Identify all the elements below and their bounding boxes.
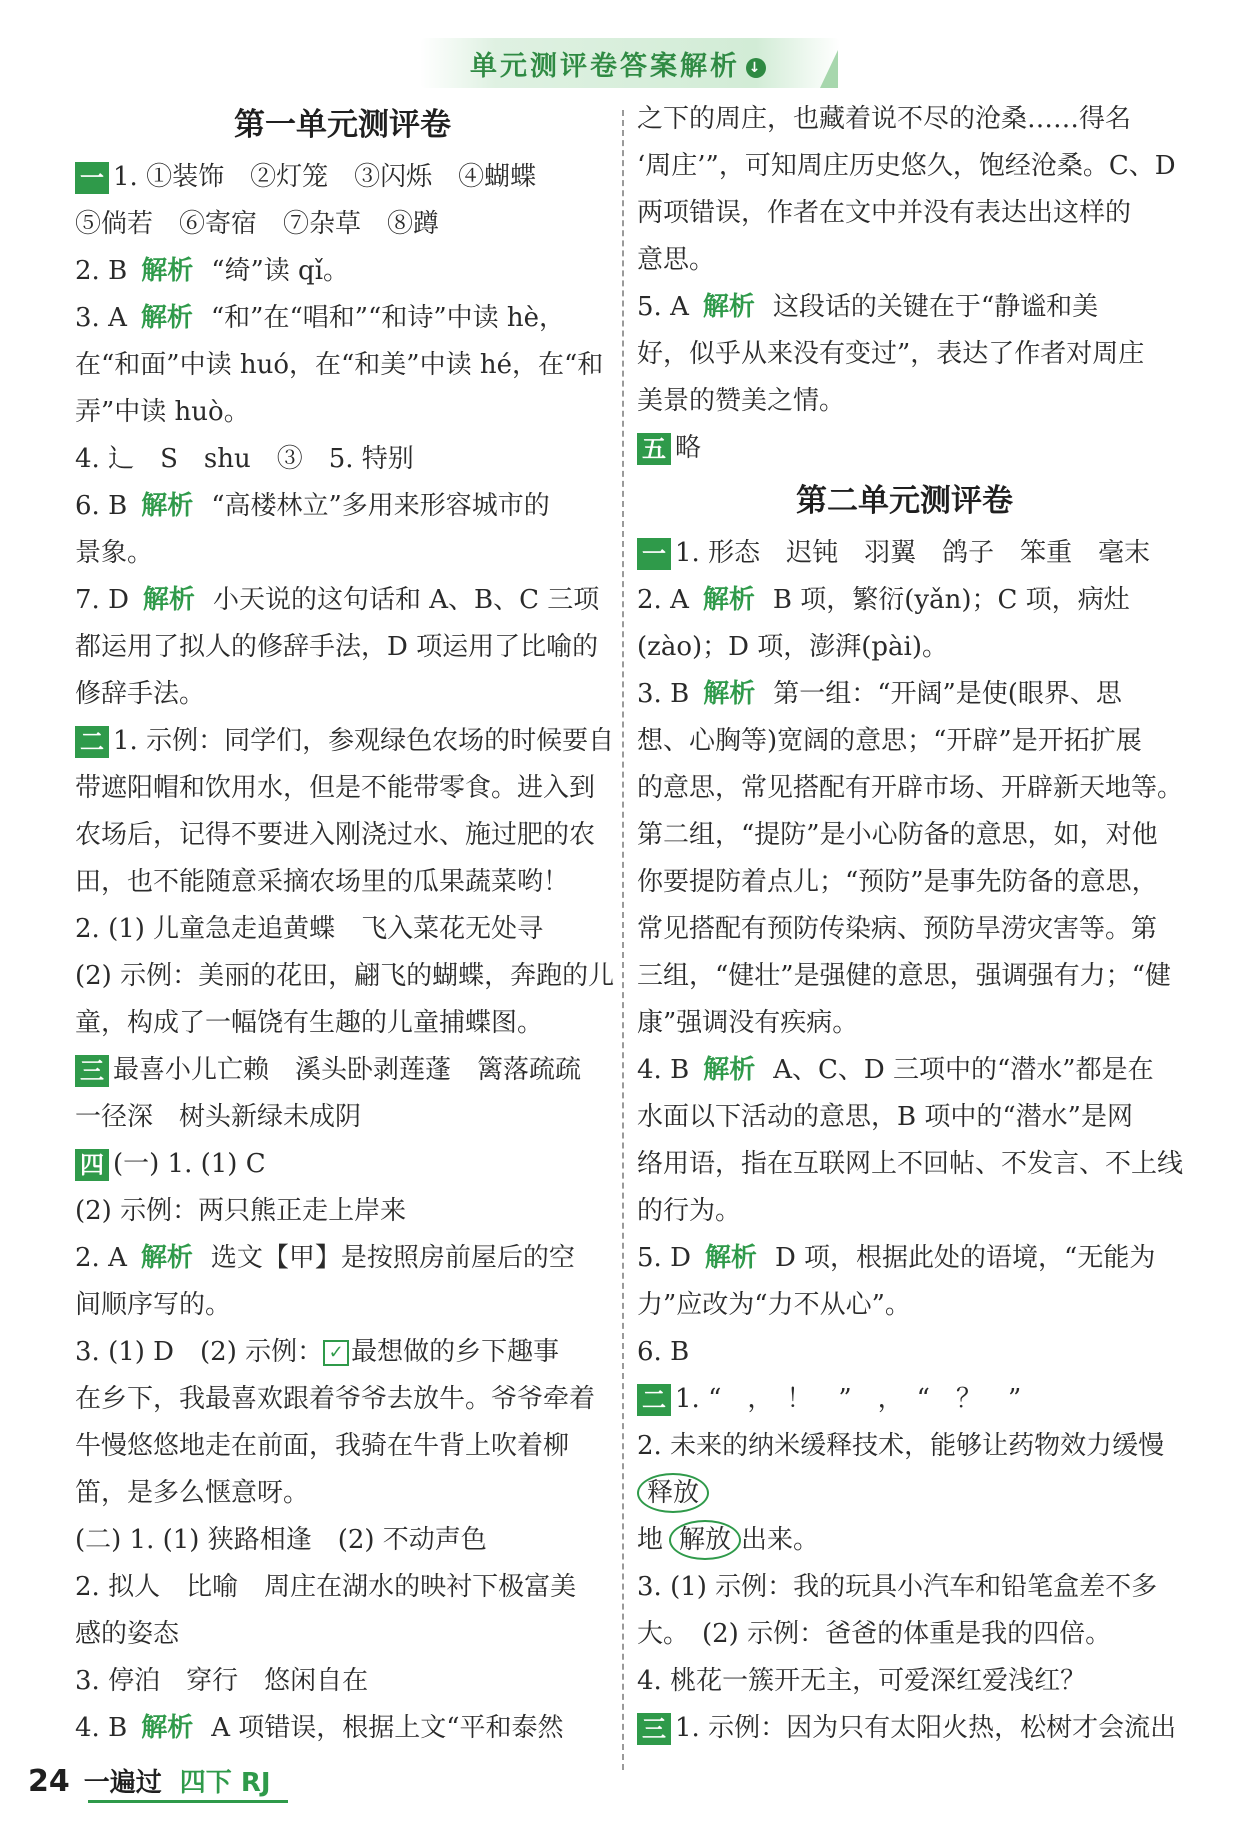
answer-line [637,425,1172,472]
answer-line: 力”应改为“力不从心”。 [637,1290,911,1320]
answer-line: 之下的周庄，也藏着说不尽的沧桑……得名 [637,104,1132,134]
header-title-text: 单元测评卷答案解析 [470,51,740,82]
answer-line: 3. 停泊 穿行 悠闲自在 [75,1666,369,1696]
answer-line: 好，似乎从来没有变过”，表达了作者对周庄 [637,339,1145,369]
answer-line: 4. 辶 S shu ③ 5. 特别 [75,444,414,474]
answer-line [75,718,615,765]
answer-line: 2. 拟人 比喻 周庄在湖水的映衬下极富美 [75,1572,577,1602]
answer-line: 都运用了拟人的修辞手法，D 项运用了比喻的 [75,632,599,662]
answer-text: B 项，繁衍(yǎn)；C 项，病灶 [772,585,1130,615]
answer-line [637,1705,1177,1752]
left-column [75,96,615,1752]
answer-text: 1. ①装饰 ②灯笼 ③闪烁 ④蝴蝶 [113,162,537,192]
answer-line [637,1235,1172,1282]
section-badge: 四 [75,1149,109,1181]
brand-name: 一遍过 [83,1768,162,1798]
answer-line: (2) 示例：美丽的花田，翩飞的蝴蝶，奔跑的儿 [75,961,615,991]
section-badge: 二 [637,1384,671,1416]
leaf-decoration [820,50,838,88]
analysis-label: 解析 [142,585,195,615]
answer-line: 在乡下，我最喜欢跟着爷爷去放牛。爷爷牵着 [75,1384,596,1414]
answer-text: 这段话的关键在于“静谧和美 [772,292,1099,322]
answer-line: 景象。 [75,538,154,568]
page-number: 24 [28,1764,70,1799]
answer-text: “和”在“唱和”“和诗”中读 hè， [210,303,566,333]
footer-rule [88,1800,288,1803]
column-divider [622,110,624,1770]
circled-word: 释放 [637,1473,709,1513]
answer-text: 第一组：“开阔”是使(眼界、思 [773,679,1122,709]
analysis-label: 解析 [141,1713,194,1743]
analysis-label: 解析 [703,679,756,709]
arrow-down-circle-icon: ↓ [746,58,766,78]
answer-line: 6. B [637,1337,690,1367]
header-title [470,44,766,83]
answer-text: A、C、D 三项中的“潜水”都是在 [773,1055,1154,1085]
answer-line: 康”强调没有疾病。 [637,1008,859,1038]
page-footer [28,1762,271,1799]
answer-line: 想、心胸等)宽阔的意思；“开辟”是开拓扩展 [637,726,1142,756]
answer-line: 大。 (2) 示例：爸爸的体重是我的四倍。 [637,1619,1112,1649]
answer-line [75,483,610,530]
answer-line [75,1705,610,1752]
answer-line: 一径深 树头新绿未成阴 [75,1102,362,1132]
checkbox-tick-icon: ✓ [323,1340,349,1366]
answer-line: 农场后，记得不要进入刚浇过水、施过肥的农 [75,820,596,850]
answer-line: (二) 1. (1) 狭路相逢 (2) 不动声色 [75,1525,487,1555]
analysis-label: 解析 [141,491,194,521]
analysis-label: 解析 [704,1243,757,1273]
section-badge: 一 [637,538,671,570]
answer-line: 两项错误，作者在文中并没有表达出这样的 [637,198,1132,228]
answer-line: 弄”中读 huò。 [75,397,250,427]
answer-line: 2. (1) 儿童急走追黄蝶 飞入菜花无处寻 [75,914,544,944]
answer-line: 4. 桃花一簇开无主，可爱深红爱浅红？ [637,1666,1087,1696]
answer-text: 5. D [637,1243,691,1273]
circled-word: 解放 [669,1520,741,1560]
answer-text: 7. D [75,585,129,615]
answer-line: 美景的赞美之情。 [637,386,846,416]
answer-line: 第二组，“提防”是小心防备的意思，如，对他 [637,820,1158,850]
analysis-label: 解析 [140,1243,193,1273]
answer-line [637,1047,1172,1094]
answer-line [637,530,1172,577]
answer-line [637,671,1172,718]
answer-line [75,248,610,295]
answer-text: 选文【甲】是按照房前屋后的空 [210,1243,575,1273]
section-badge: 五 [637,433,671,465]
answer-line: 在“和面”中读 huó，在“和美”中读 hé，在“和 [75,350,604,380]
answer-line: 牛慢悠悠地走在前面，我骑在牛背上吹着柳 [75,1431,570,1461]
answer-text: “高楼林立”多用来形容城市的 [211,491,550,521]
answer-line: ⑤倘若 ⑥寄宿 ⑦杂草 ⑧蹲 [75,209,440,239]
answer-line: 意思。 [637,245,716,275]
unit1-title: 第一单元测评卷 [234,107,451,143]
answer-text: 最想做的乡下趣事 [351,1337,560,1367]
answer-line [637,577,1172,624]
answer-text: 4. B [75,1713,128,1743]
analysis-label: 解析 [140,303,193,333]
correction-bottom [637,1517,1172,1564]
analysis-label: 解析 [141,256,194,286]
answer-line [75,1141,610,1188]
answer-text: A 项错误，根据上文“平和泰然 [211,1713,564,1743]
answer-line: 田，也不能随意采摘农场里的瓜果蔬菜哟！ [75,867,570,897]
correction-top [637,1470,1172,1517]
answer-text: 5. A [637,292,689,322]
answer-line [75,1047,610,1094]
answer-line [75,295,610,342]
answer-line: 童，构成了一幅饶有生趣的儿童捕蝶图。 [75,1008,544,1038]
answer-line [75,577,610,624]
answer-text: 1. 形态 迟钝 羽翼 鸽子 笨重 毫末 [675,538,1151,568]
answer-text: 3. A [75,303,127,333]
answer-line: 2. 未来的纳米缓释技术，能够让药物效力缓慢 [637,1431,1165,1461]
answer-line: 修辞手法。 [75,679,206,709]
answer-text: D 项，根据此处的语境，“无能为 [774,1243,1156,1273]
answer-text: 3. (1) D (2) 示例： [75,1337,324,1367]
grade-label: 四下 RJ [179,1768,271,1798]
answer-line: 带遮阳帽和饮用水，但是不能带零食。进入到 [75,773,596,803]
answer-text: 2. A [637,585,689,615]
answer-text: 2. A [75,1243,127,1273]
answer-line: 3. (1) 示例：我的玩具小汽车和铅笔盒差不多 [637,1572,1158,1602]
answer-line [75,1329,610,1376]
section-badge: 一 [75,162,109,194]
answer-text: 4. B [637,1055,690,1085]
answer-text: 6. B [75,491,128,521]
answer-line: 间顺序写的。 [75,1290,232,1320]
answer-line: 水面以下活动的意思，B 项中的“潜水”是网 [637,1102,1133,1132]
answer-text: 1. 示例：同学们，参观绿色农场的时候要自 [113,726,615,756]
answer-line: 你要提防着点儿；“预防”是事先防备的意思， [637,867,1158,897]
answer-text: 1. “ ， ！ ” ， “ ？ ” [675,1384,1022,1414]
correction-line [637,1470,1172,1564]
answer-line [75,154,610,201]
answer-line: 笛，是多么惬意呀。 [75,1478,310,1508]
answer-text: 2. B [75,256,128,286]
answer-line [637,284,1172,331]
answer-line: ‘周庄’”，可知周庄历史悠久，饱经沧桑。C、D [637,151,1176,181]
section-badge: 二 [75,726,109,758]
answer-line: 感的姿态 [75,1619,180,1649]
answer-text: 地 [637,1525,664,1555]
answer-line [637,1376,1172,1423]
answer-line: 常见搭配有预防传染病、预防旱涝灾害等。第 [637,914,1158,944]
answer-text: 1. 示例：因为只有太阳火热，松树才会流出 [675,1713,1177,1743]
answer-text: 3. B [637,679,690,709]
answer-text: 出来。 [741,1525,820,1555]
unit2-title: 第二单元测评卷 [796,483,1013,519]
answer-line [75,1235,610,1282]
section-badge: 三 [637,1713,671,1745]
answer-text: (一) 1. (1) C [113,1149,266,1179]
answer-line: 三组，“健壮”是强健的意思，强调强有力；“健 [637,961,1171,991]
answer-text: 小天说的这句话和 A、B、C 三项 [212,585,600,615]
answer-line: 的意思，常见搭配有开辟市场、开辟新天地等。 [637,773,1184,803]
answer-text: “绮”读 qǐ。 [211,256,350,286]
answer-text: 最喜小儿亡赖 溪头卧剥莲蓬 篱落疏疏 [113,1055,582,1085]
answer-text: 略 [675,433,702,463]
analysis-label: 解析 [703,1055,756,1085]
analysis-label: 解析 [702,585,755,615]
answer-line: 络用语，指在互联网上不回帖、不发言、不上线 [637,1149,1184,1179]
analysis-label: 解析 [702,292,755,322]
answer-line: (2) 示例：两只熊正走上岸来 [75,1196,407,1226]
answer-line: 的行为。 [637,1196,742,1226]
right-column [637,96,1184,1752]
answer-line: (zào)；D 项，澎湃(pài)。 [637,632,948,662]
section-badge: 三 [75,1055,109,1087]
